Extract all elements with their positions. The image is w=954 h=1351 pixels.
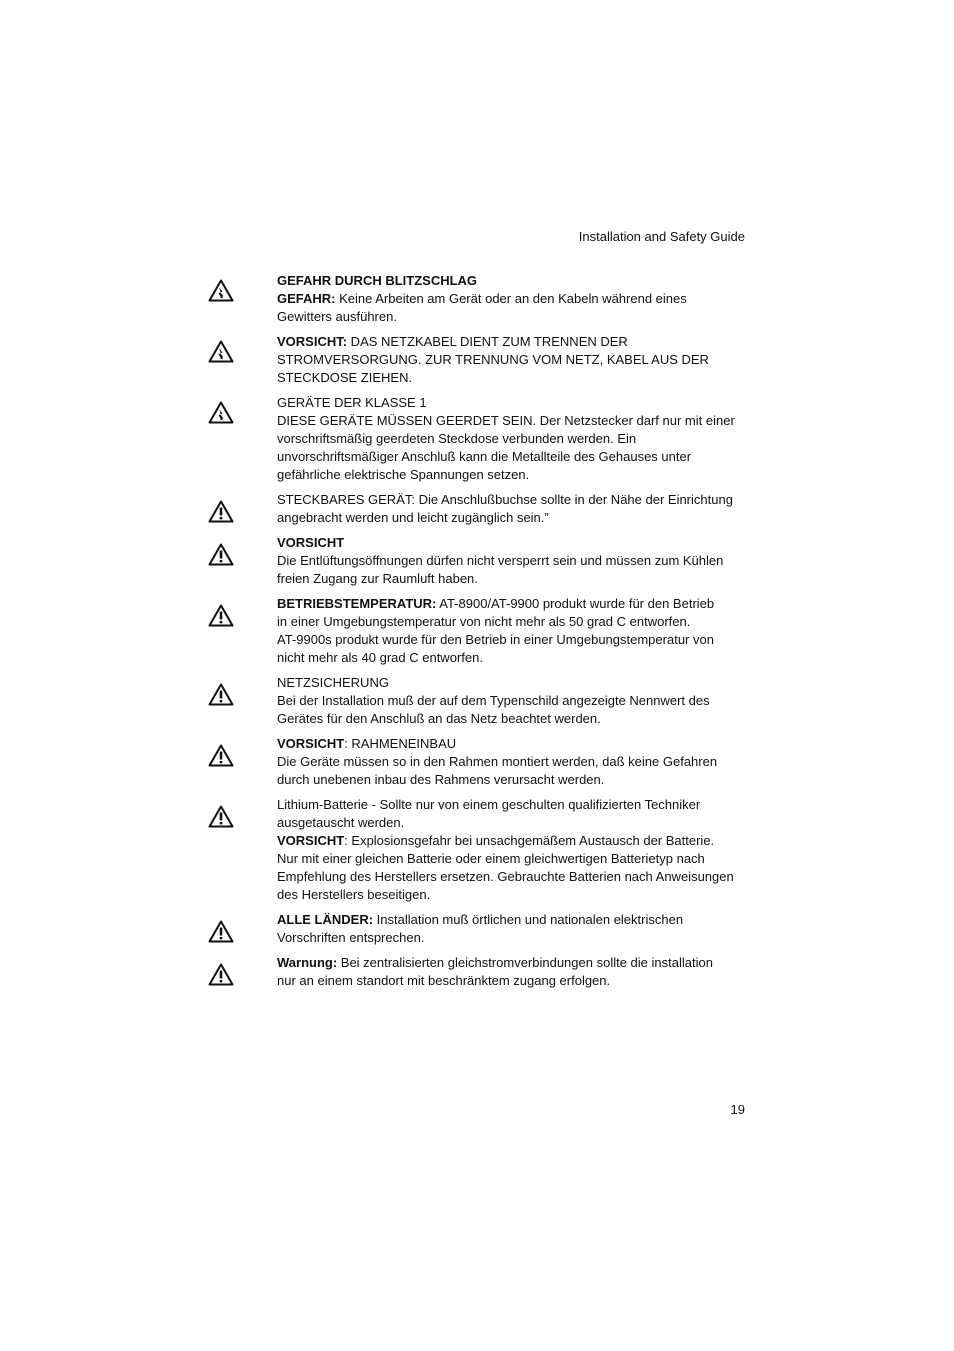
safety-item-text xyxy=(277,796,746,904)
safety-item-line: VORSICHT: RAHMENEINBAU xyxy=(277,736,457,751)
temperature-label: BETRIEBSTEMPERATUR: xyxy=(277,596,437,611)
safety-item-line: STECKDOSE ZIEHEN. xyxy=(277,370,413,385)
safety-item-line: BETRIEBSTEMPERATUR: AT-8900/AT-9900 produkt wurde für den Betrieb xyxy=(277,596,715,611)
safety-item-class-1 xyxy=(208,394,746,484)
running-header: Installation and Safety Guide xyxy=(578,229,745,244)
safety-item-line: vorschriftsmäßig geerdeten Steckdose verbunden werden. Ein xyxy=(277,431,637,446)
safety-item-text xyxy=(277,333,746,387)
safety-item-line: angebracht werden und leicht zugänglich sein.” xyxy=(277,510,549,525)
safety-item-line: des Herstellers beseitigen. xyxy=(277,887,431,902)
safety-item-line: Gerätes für den Anschluß an das Netz beachtet werden. xyxy=(277,711,601,726)
safety-item-pluggable xyxy=(208,491,746,527)
general-warning-triangle-icon xyxy=(208,683,234,706)
general-warning-triangle-icon xyxy=(208,604,234,627)
general-warning-triangle-icon xyxy=(208,805,234,828)
safety-item-heading: GEFAHR DURCH BLITZSCHLAG xyxy=(277,273,478,288)
safety-item-text xyxy=(277,735,746,789)
safety-item-line: unvorschriftsmäßiger Anschluß kann die Metallteile des Gehauses unter xyxy=(277,449,692,464)
safety-notice-list xyxy=(208,272,746,997)
safety-item-text xyxy=(277,674,746,728)
danger-label: GEFAHR: xyxy=(277,291,336,306)
safety-item-line: ausgetauscht werden. xyxy=(277,815,405,830)
safety-item-line: nicht mehr als 40 grad C entworfen. xyxy=(277,650,483,665)
safety-item-line: Die Entlüftungsöffnungen dürfen nicht versperrt sein und müssen zum Kühlen xyxy=(277,553,724,568)
safety-item-operating-temperature xyxy=(208,595,746,667)
safety-item-line: GEFAHR: Keine Arbeiten am Gerät oder an den Kabeln während eines xyxy=(277,291,687,306)
safety-item-lightning xyxy=(208,272,746,326)
page-number: 19 xyxy=(730,1102,745,1117)
safety-item-line: Gewitters ausführen. xyxy=(277,309,397,324)
safety-item-text xyxy=(277,534,746,588)
safety-item-power-cord xyxy=(208,333,746,387)
safety-item-text xyxy=(277,491,746,527)
safety-item-ventilation xyxy=(208,534,746,588)
all-countries-label: ALLE LÄNDER: xyxy=(277,912,374,927)
general-warning-triangle-icon xyxy=(208,920,234,943)
safety-item-text xyxy=(277,954,746,990)
electric-warning-triangle-icon xyxy=(208,401,234,424)
safety-item-line: gefährliche elektrische Spannungen setzen. xyxy=(277,467,530,482)
safety-item-line: STECKBARES GERÄT: Die Anschlußbuchse sollte in der Nähe der Einrichtung xyxy=(277,492,733,507)
safety-item-line: Warnung: Bei zentralisierten gleichstromverbindungen sollte die installation xyxy=(277,955,713,970)
safety-item-line: Nur mit einer gleichen Batterie oder einem gleichwertigen Batterietyp nach xyxy=(277,851,705,866)
safety-item-line: DIESE GERÄTE MÜSSEN GEERDET SEIN. Der Netzstecker darf nur mit einer xyxy=(277,413,735,428)
safety-item-line: nur an einem standort mit beschränktem zugang erfolgen. xyxy=(277,973,611,988)
safety-item-line: Empfehlung des Herstellers ersetzen. Gebrauchte Batterien nach Anweisungen xyxy=(277,869,734,884)
safety-item-line: Die Geräte müssen so in den Rahmen montiert werden, daß keine Gefahren xyxy=(277,754,718,769)
safety-item-dc-warning xyxy=(208,954,746,990)
electric-warning-triangle-icon xyxy=(208,279,234,302)
safety-item-line: Bei der Installation muß der auf dem Typenschild angezeigte Nennwert des xyxy=(277,693,710,708)
safety-item-line: AT-9900s produkt wurde für den Betrieb in einer Umgebungstemperatur von xyxy=(277,632,714,647)
electric-warning-triangle-icon xyxy=(208,340,234,363)
caution-label: VORSICHT: xyxy=(277,334,348,349)
safety-item-line: ALLE LÄNDER: Installation muß örtlichen und nationalen elektrischen xyxy=(277,912,684,927)
caution-label: VORSICHT xyxy=(277,833,345,848)
safety-item-line: VORSICHT: DAS NETZKABEL DIENT ZUM TRENNEN DER xyxy=(277,334,628,349)
safety-item-text xyxy=(277,595,746,667)
safety-item-heading: NETZSICHERUNG xyxy=(277,675,389,690)
general-warning-triangle-icon xyxy=(208,744,234,767)
safety-item-heading: VORSICHT xyxy=(277,535,345,550)
safety-item-text xyxy=(277,272,746,326)
safety-item-line: STROMVERSORGUNG. ZUR TRENNUNG VOM NETZ, KABEL AUS DER xyxy=(277,352,709,367)
safety-item-heading: GERÄTE DER KLASSE 1 xyxy=(277,395,427,410)
caution-label: VORSICHT xyxy=(277,736,345,751)
safety-item-line: Lithium-Batterie - Sollte nur von einem geschulten qualifizierten Techniker xyxy=(277,797,701,812)
warning-label: Warnung: xyxy=(277,955,338,970)
safety-item-line: VORSICHT: Explosionsgefahr bei unsachgemäßem Austausch der Batterie. xyxy=(277,833,715,848)
safety-item-line: durch unebenen inbau des Rahmens verursacht werden. xyxy=(277,772,605,787)
safety-item-rack-mounting xyxy=(208,735,746,789)
safety-item-lithium-battery xyxy=(208,796,746,904)
general-warning-triangle-icon xyxy=(208,543,234,566)
safety-item-line: freien Zugang zur Raumluft haben. xyxy=(277,571,478,586)
safety-item-mains-fuse xyxy=(208,674,746,728)
general-warning-triangle-icon xyxy=(208,963,234,986)
safety-item-line: in einer Umgebungstemperatur von nicht mehr als 50 grad C entworfen. xyxy=(277,614,691,629)
safety-item-text xyxy=(277,394,746,484)
general-warning-triangle-icon xyxy=(208,500,234,523)
safety-item-all-countries xyxy=(208,911,746,947)
safety-item-text xyxy=(277,911,746,947)
safety-item-line: Vorschriften entsprechen. xyxy=(277,930,425,945)
